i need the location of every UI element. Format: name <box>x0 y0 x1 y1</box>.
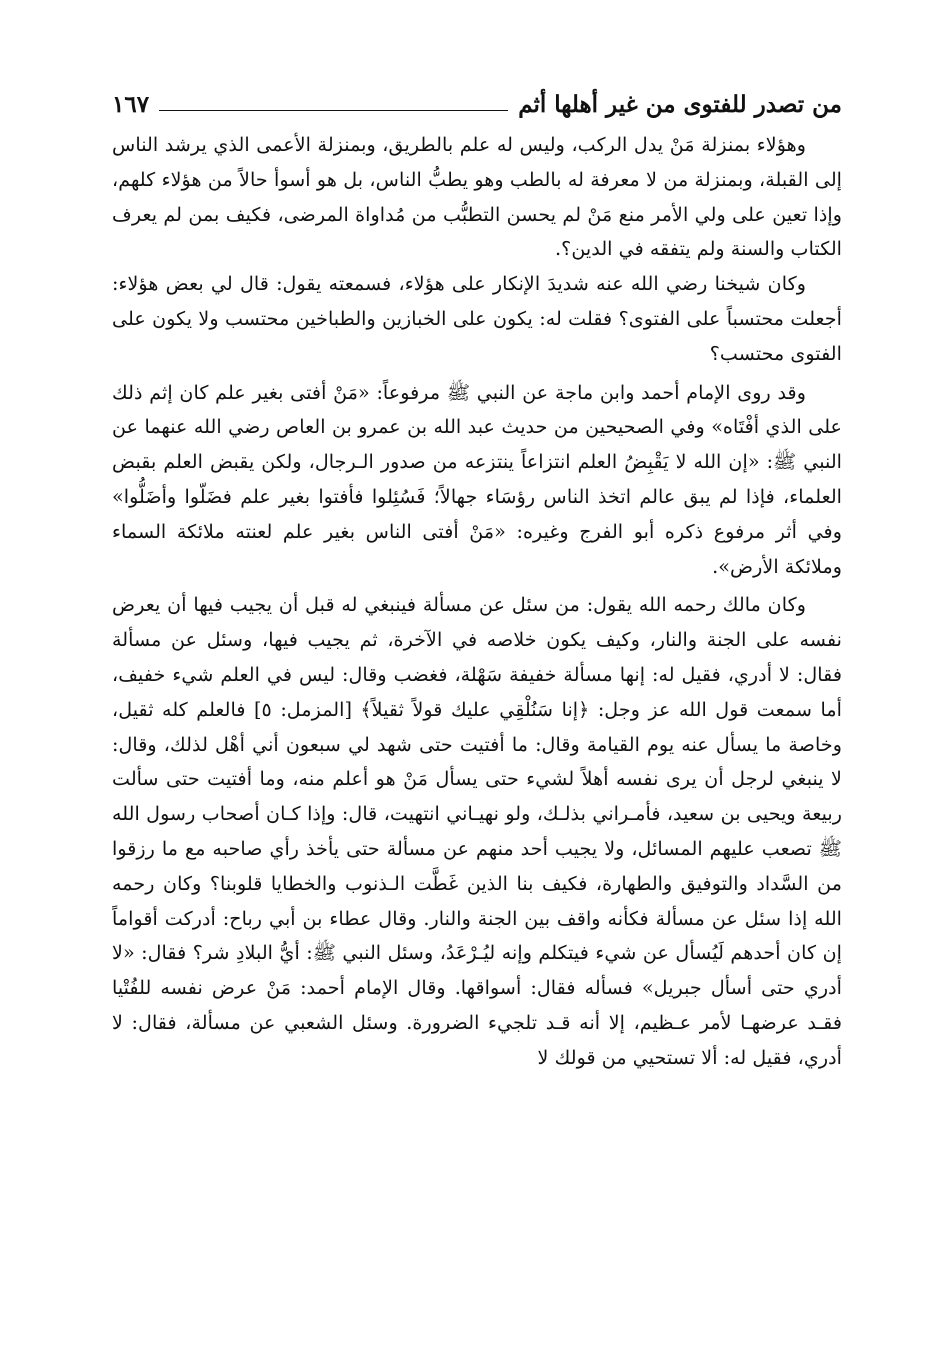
paragraph-2: وكان شيخنا رضي الله عنه شديدَ الإنكار على هؤلاء، فسمعته يقول: قال لي بعض هؤلاء: أجعلت محتسباً على الفتوى؟ فقلت له: يكون على الخبازين والطباخين محتسب ولا يكون على الفتوى محتسب؟ <box>112 272 842 365</box>
paragraph-1: وهؤلاء بمنزلة مَنْ يدل الركب، وليس له علم بالطريق، وبمنزلة الأعمى الذي يرشد الناس إلى القبلة، وبمنزلة من لا معرفة له بالطب وهو يطبُّ الناس، بل هو أسوأ حالاً من هؤلاء كلهم، وإذا تعين على ولي الأمر منع مَنْ لم يحسن التطبُّب من مُداواة المرضى، فكيف بمن لم يعرف الكتاب والسنة ولم يتفقه في الدين؟. <box>112 133 842 261</box>
header-divider <box>159 110 508 111</box>
book-page <box>112 86 842 1296</box>
paragraph-4: وكان مالك رحمه الله يقول: من سئل عن مسألة فينبغي له قبل أن يجيب فيها أن يعرض نفسه على الجنة والنار، وكيف يكون خلاصه في الآخرة، ثم يجيب فيها، وسئل عن مسألة فقال: لا أدري، فقيل له: إنها مسألة خفيفة سَهْلة، فغضب وقال: ليس في العلم شيء خفيف، أما سمعت قول الله عز وجل: ﴿إنا سَنُلْقِي عليك قولاً ثقيلاً﴾ [المزمل: ٥] فالعلم كله ثقيل، وخاصة ما يسأل عنه يوم القيامة وقال: ما أفتيت حتى شهد لي سبعون أني أهْل لذلك، وقال: لا ينبغي لرجل أن يرى نفسه أهلاً لشيء حتى يسأل مَنْ هو أعلم منه، وما أفتيت حتى سألت ربيعة ويحيى بن سعيد، فأمـراني بذلـك، ولو نهيـاني انتهيت، قال: وإذا كـان أصحاب رسول الله ﷺ تصعب عليهم المسائل، ولا يجيب أحد منهم عن مسألة حتى يأخذ رأي صاحبه مع ما رزقوا من السَّداد والتوفيق والطهارة، فكيف بنا الذين غَطَّت الـذنوب والخطايا قلوبنا؟ وكان رحمه الله إذا سئل عن مسألة فكأنه واقف بين الجنة والنار. وقال عطاء بن أبي رباح: أدركت أقواماً إن كان أحدهم لَيُسأل عن شيء فيتكلم وإنه ليُـرْعَدُ، وسئل النبي ﷺ: أيُّ البلادِ شر؟ فقال: «لا أدري حتى أسأل جبريل» فسأله فقال: أسواقها. وقال الإمام أحمد: مَنْ عرض نفسه للفُتْيا فقـد عرضهـا لأمر عـظيم، إلا أنه قـد تلجيء الضرورة. وسئل الشعبي عن مسألة، فقال: لا أدري، فقيل له: ألا تستحيي من قولك لا <box>112 593 842 1069</box>
paragraph-3: وقد روى الإمام أحمد وابن ماجة عن النبي ﷺ مرفوعاً: «مَنْ أفتى بغير علم كان إثم ذلك على الذي أفْتَاه» وفي الصحيحين من حديث عبد الله بن عمرو بن العاص رضي الله عنهما عن النبي ﷺ: «إن الله لا يَقْبِضُ العلم انتزاعاً ينتزعه من صدور الـرجال، ولكن يقبض العلم بقبض العلماء، فإذا لم يبق عالم اتخذ الناس رؤسَاء جهالاً؛ فَسُئِلوا فأفتوا بغير علم فضَلّوا وأضَلُّوا» وفي أثر مرفوع ذكره أبو الفرج وغيره: «مَنْ أفتى الناس بغير علم لعنته ملائكة السماء وملائكة الأرض». <box>112 380 842 578</box>
page-number: ١٦٧ <box>112 91 150 118</box>
chapter-title: من تصدر للفتوى من غير أهلها أثم <box>518 91 842 118</box>
running-header <box>112 86 842 120</box>
